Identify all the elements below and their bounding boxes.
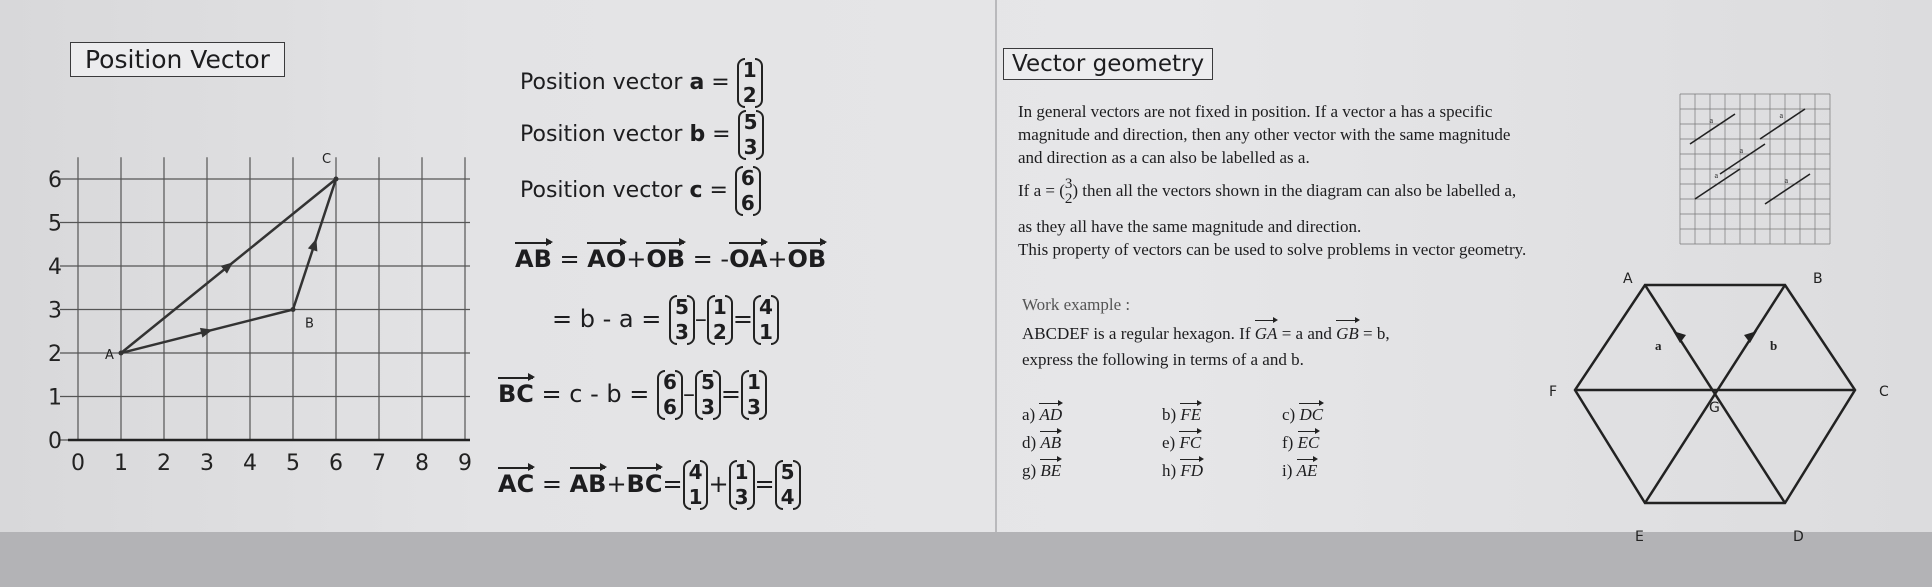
hexagon-vertex-F: F — [1549, 384, 1558, 400]
question-vector: FE — [1180, 405, 1202, 424]
position-vector-b: Position vector b = 5 3 — [520, 110, 764, 160]
question-vector: AE — [1296, 461, 1318, 480]
hexagon-label-a: a — [1655, 338, 1662, 353]
parallel-vector-label: a — [1709, 116, 1714, 125]
hexagon-vertex-A: A — [1623, 271, 1633, 287]
question-item — [1162, 405, 1201, 425]
question-vector: FC — [1179, 433, 1202, 452]
question-vector: DC — [1299, 405, 1324, 424]
work-example-title: Work example : — [1022, 295, 1131, 314]
question-item — [1282, 461, 1317, 481]
intro-paragraph: In general vectors are not fixed in position. If a vector a has a specific magnitude and direction, then any other vector with the same magnitude and direction as a can also be labelled as a. If a = ( 3 2 ) then all the vectors shown in the diagram can also be labelled a, as they all have the same magnitude and direction. This property of vectors can be used to solve problems in vector geometry. — [1018, 102, 1527, 259]
parallel-vector-label: a — [1779, 111, 1784, 120]
question-vector: EC — [1297, 433, 1320, 452]
x-tick-label: 5 — [286, 451, 300, 476]
hexagon-vertex-G: G — [1709, 400, 1720, 416]
question-item — [1162, 461, 1203, 481]
parallel-vector-label: a — [1714, 171, 1719, 180]
point-label-C: C — [322, 152, 332, 167]
x-tick-label: 2 — [157, 451, 171, 476]
hexagon-label-b: b — [1770, 338, 1778, 353]
hexagon-diagram — [1549, 265, 1890, 545]
question-vector: FD — [1180, 461, 1204, 480]
y-tick-label: 0 — [48, 429, 62, 454]
question-number: g) — [1022, 461, 1041, 480]
equation-bc: BC = c - b = 6 6 – 5 3 = 1 3 — [498, 370, 767, 420]
question-number: i) — [1282, 461, 1297, 480]
hexagon-vertex-E: E — [1635, 529, 1644, 545]
if-line: If a = ( 3 2 ) then all the vectors shown in the diagram can also be labelled a, — [1018, 176, 1517, 207]
y-tick-label: 6 — [48, 168, 62, 193]
x-tick-label: 6 — [329, 451, 343, 476]
x-tick-label: 7 — [372, 451, 386, 476]
x-tick-label: 3 — [200, 451, 214, 476]
y-tick-label: 3 — [48, 298, 62, 324]
question-vector: AB — [1040, 433, 1062, 452]
right-section-title: Vector geometry — [1003, 48, 1213, 80]
point-C — [334, 177, 339, 182]
question-number: b) — [1162, 405, 1181, 424]
vector-gb-arrow — [1744, 331, 1757, 343]
x-tick-label: 4 — [243, 451, 257, 476]
hexagon-vertex-D: D — [1793, 529, 1804, 545]
position-vector-c: Position vector c = 6 6 — [520, 166, 761, 216]
question-item — [1162, 433, 1201, 453]
column-divider — [995, 0, 997, 540]
y-tick-label: 5 — [48, 211, 62, 237]
equation-ab: AB = AO+OB = -OA+OB — [515, 245, 827, 273]
question-vector: BE — [1040, 461, 1062, 480]
parallel-vector-label: a — [1739, 146, 1744, 155]
question-number: e) — [1162, 433, 1180, 452]
left-section-title: Position Vector — [70, 42, 285, 77]
hexagon-vertex-C: C — [1879, 384, 1889, 400]
question-item — [1282, 433, 1319, 453]
equation-b-minus-a: = b - a = 5 3 – 1 2 = 4 1 — [552, 295, 779, 345]
hexagon-problem: ABCDEF is a regular hexagon. If GA = a and GB = b, express the following in terms of a and b. — [1022, 324, 1390, 369]
point-label-B: B — [305, 316, 314, 332]
x-tick-label: 1 — [114, 451, 128, 476]
coordinate-grid-chart — [0, 100, 480, 490]
question-vector: AD — [1039, 405, 1063, 424]
parallel-vectors-diagram — [1680, 94, 1830, 244]
question-number: f) — [1282, 433, 1298, 452]
point-B — [291, 307, 296, 312]
y-tick-label: 1 — [48, 385, 62, 411]
vector-arrow-BC — [308, 237, 321, 252]
question-number: d) — [1022, 433, 1041, 452]
question-item — [1022, 461, 1061, 481]
x-tick-label: 8 — [415, 451, 429, 476]
question-number: a) — [1022, 405, 1040, 424]
question-item — [1022, 405, 1062, 425]
x-tick-label: 9 — [458, 451, 472, 476]
parallel-vector-label: a — [1784, 176, 1789, 185]
y-tick-label: 4 — [48, 255, 62, 280]
point-A — [119, 351, 124, 356]
question-item — [1022, 433, 1061, 453]
position-vector-a: Position vector a = 1 2 — [520, 58, 763, 108]
x-tick-label: 0 — [71, 451, 85, 476]
point-label-A: A — [105, 348, 114, 363]
equation-ac: AC = AB+BC= 4 1 + 1 3 = 5 4 — [498, 460, 801, 510]
question-number: c) — [1282, 405, 1300, 424]
vector-ga-arrow — [1673, 331, 1686, 343]
question-item — [1282, 405, 1323, 425]
question-number: h) — [1162, 461, 1181, 480]
hexagon-vertex-B: B — [1813, 271, 1823, 287]
y-tick-label: 2 — [48, 342, 62, 367]
